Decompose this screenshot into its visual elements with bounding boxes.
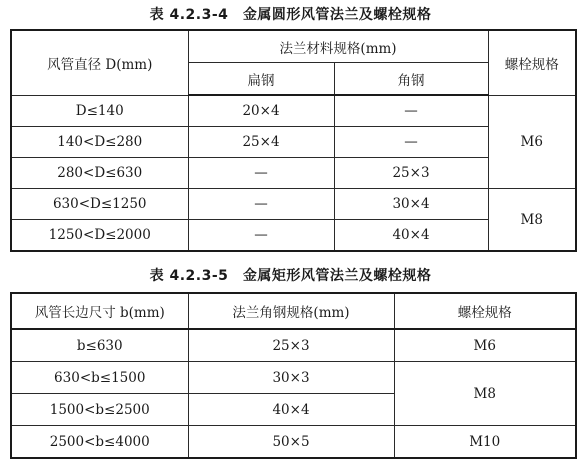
diameter-range-cell: 280<D≤630	[11, 158, 188, 189]
header-angle-steel: 角钢	[334, 63, 488, 96]
diameter-range-cell: D≤140	[11, 95, 188, 127]
side-range-cell: 2500<b≤4000	[11, 426, 188, 459]
table-row	[11, 362, 576, 394]
side-range-cell: 630<b≤1500	[11, 362, 188, 394]
flat-steel-cell: —	[188, 220, 334, 252]
angle-steel-cell: 30×4	[334, 189, 488, 220]
angle-steel-cell: 40×4	[334, 220, 488, 252]
header-flange-angle-spec: 法兰角钢规格(mm)	[188, 293, 394, 329]
table-row	[11, 95, 576, 127]
side-range-cell: b≤630	[11, 329, 188, 362]
bolt-spec-cell: M10	[394, 426, 576, 459]
angle-steel-cell: —	[334, 127, 488, 158]
header-bolt-spec: 螺栓规格	[394, 293, 576, 329]
header-flat-steel: 扁钢	[188, 63, 334, 96]
angle-steel-cell: 40×4	[188, 394, 394, 426]
round-duct-flange-table	[10, 29, 577, 252]
rectangular-duct-flange-table	[10, 292, 577, 459]
angle-steel-cell: 25×3	[334, 158, 488, 189]
header-bolt-spec: 螺栓规格	[488, 30, 576, 95]
table1-caption: 表 4.2.3-4 金属圆形风管法兰及螺栓规格	[149, 7, 432, 23]
flat-steel-cell: —	[188, 189, 334, 220]
bolt-spec-cell: M6	[488, 95, 576, 189]
bolt-spec-cell: M8	[488, 189, 576, 252]
diameter-range-cell: 1250<D≤2000	[11, 220, 188, 252]
table2-caption: 表 4.2.3-5 金属矩形风管法兰及螺栓规格	[149, 268, 432, 284]
flat-steel-cell: 25×4	[188, 127, 334, 158]
bolt-spec-cell: M8	[394, 362, 576, 426]
angle-steel-cell: 30×3	[188, 362, 394, 394]
header-flange-material: 法兰材料规格(mm)	[188, 30, 488, 63]
header-duct-long-side: 风管长边尺寸 b(mm)	[11, 293, 188, 329]
table-row	[11, 329, 576, 362]
table-row	[11, 189, 576, 220]
diameter-range-cell: 630<D≤1250	[11, 189, 188, 220]
angle-steel-cell: 25×3	[188, 329, 394, 362]
header-duct-diameter: 风管直径 D(mm)	[11, 30, 188, 95]
angle-steel-cell: 50×5	[188, 426, 394, 459]
angle-steel-cell: —	[334, 95, 488, 127]
table-row	[11, 426, 576, 459]
flat-steel-cell: —	[188, 158, 334, 189]
bolt-spec-cell: M6	[394, 329, 576, 362]
side-range-cell: 1500<b≤2500	[11, 394, 188, 426]
flat-steel-cell: 20×4	[188, 95, 334, 127]
diameter-range-cell: 140<D≤280	[11, 127, 188, 158]
